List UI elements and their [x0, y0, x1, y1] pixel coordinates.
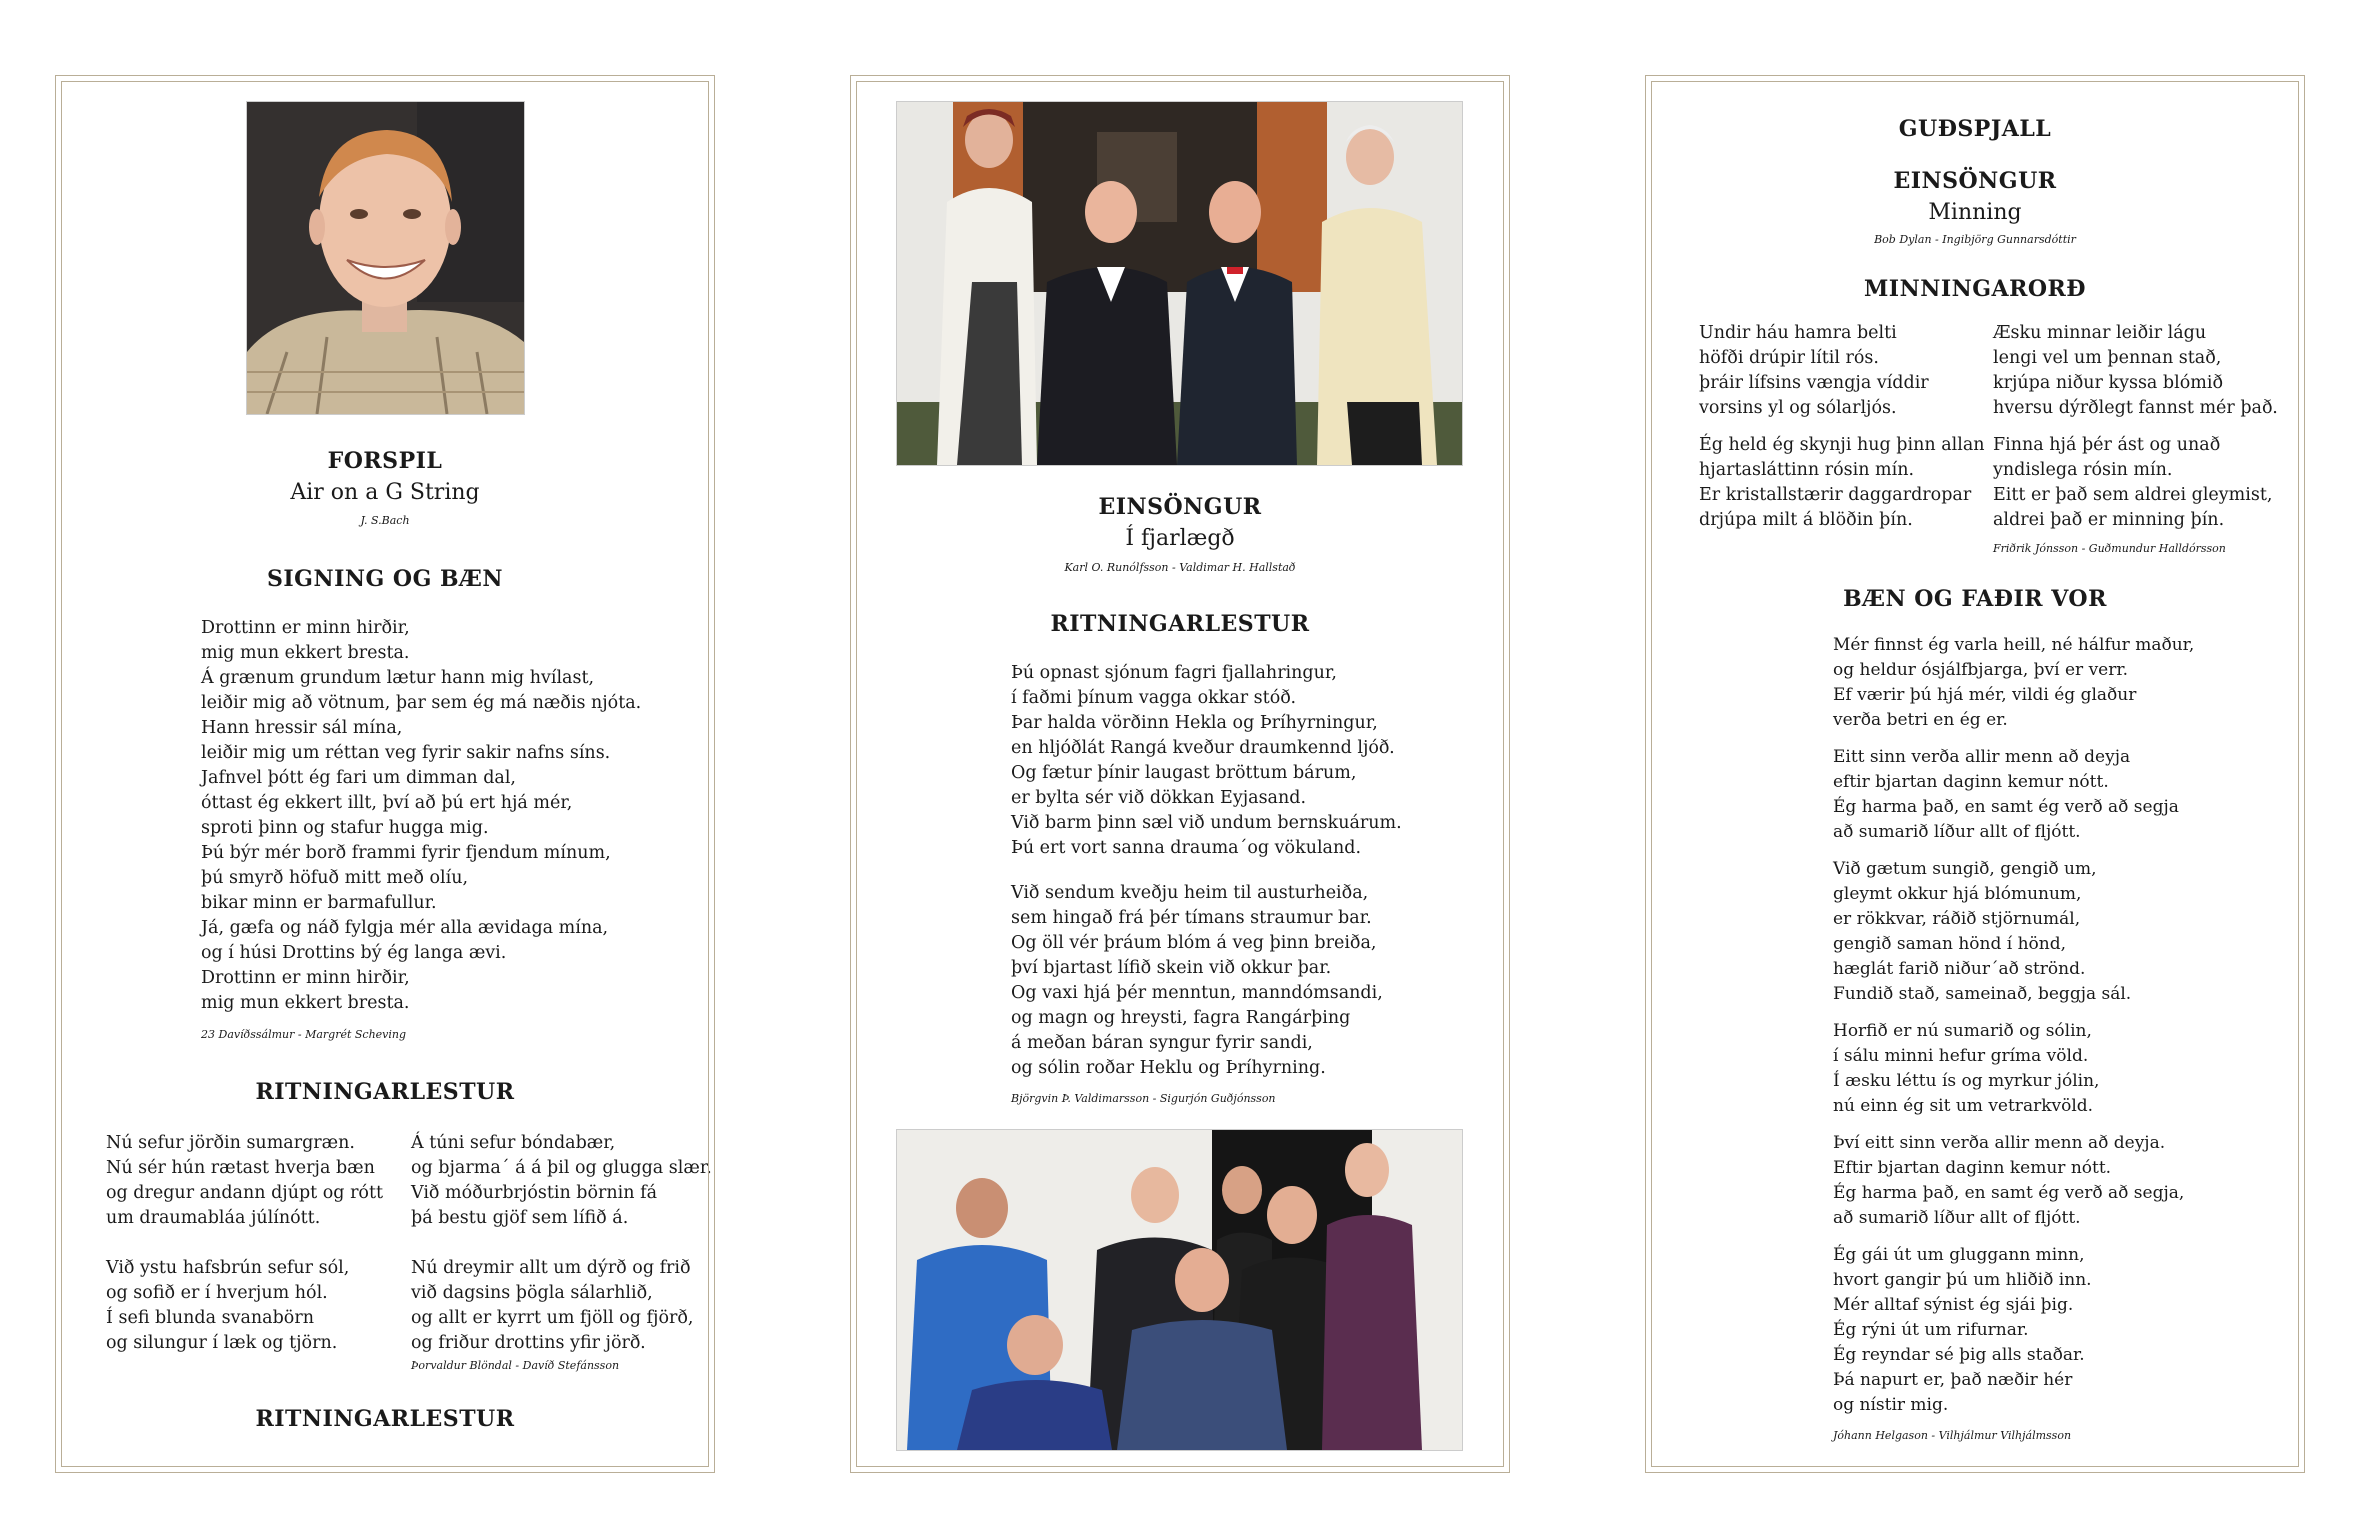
verse-line: Þú býr mér borð frammi fyrir fjendum mínum,	[201, 843, 611, 863]
ritning-heading: RITNINGARLESTUR	[1050, 611, 1310, 637]
verse-line: gleymt okkur hjá blómunum,	[1833, 884, 2082, 904]
baen-credit: Jóhann Helgason - Vilhjálmur Vilhjálmsson	[1833, 1429, 2072, 1442]
signing-verse	[201, 616, 641, 1016]
einsongur-title: Minning	[1928, 200, 2022, 225]
verse-line: nú einn ég sit um vetrarkvöld.	[1833, 1096, 2094, 1116]
verse-line: er bylta sér við dökkan Eyjasand.	[1011, 788, 1307, 808]
verse-line: Á túni sefur bóndabær,	[411, 1133, 616, 1153]
verse-line: Eitt er það sem aldrei gleymist,	[1993, 485, 2273, 505]
minningarord-col1	[1699, 321, 1985, 533]
ritning-credit: Björgvin Þ. Valdimarsson - Sigurjón Guðjónsson	[1011, 1092, 1276, 1105]
verse-line: Nú sér hún rætast hverja bæn	[106, 1158, 375, 1178]
verse-line: og sólin roðar Heklu og Þríhyrning.	[1011, 1058, 1326, 1078]
verse-line: og allt er kyrrt um fjöll og fjörð,	[411, 1308, 694, 1328]
ritning1-col1	[106, 1131, 383, 1356]
verse-line: sproti þinn og stafur hugga mig.	[201, 818, 489, 838]
einsongur-title: Í fjarlægð	[1125, 526, 1235, 551]
verse-line: Og öll vér þráum blóm á veg þinn breiða,	[1011, 933, 1377, 953]
verse-line: Já, gæfa og náð fylgja mér alla ævidaga mína,	[201, 918, 609, 938]
verse-line: sem hingað frá þér tímans straumur bar.	[1011, 908, 1372, 928]
verse-line: í faðmi þínum vagga okkar stóð.	[1011, 688, 1297, 708]
verse-line: Í sefi blunda svanabörn	[106, 1308, 314, 1328]
verse-line: Mér alltaf sýnist ég sjái þig.	[1833, 1295, 2074, 1315]
verse-line: Ég harma það, en samt ég verð að segja	[1833, 797, 2179, 817]
einsongur-credit: Bob Dylan - Ingibjörg Gunnarsdóttir	[1874, 233, 2076, 246]
verse-line: Ég held ég skynji hug þinn allan	[1699, 435, 1985, 455]
verse-line: Í æsku léttu ís og myrkur jólin,	[1833, 1071, 2100, 1091]
verse-line: Þú ert vort sanna drauma´og vökuland.	[1011, 838, 1362, 858]
verse-line: Nú dreymir allt um dýrð og frið	[411, 1258, 691, 1278]
verse-line: að sumarið líður allt of fljótt.	[1833, 1208, 2081, 1228]
verse-line: og heldur ósjálfbjarga, því er verr.	[1833, 660, 2129, 680]
verse-line: Ég gái út um gluggann minn,	[1833, 1245, 2085, 1265]
verse-line: þráir lífsins vængja víddir	[1699, 373, 1929, 393]
verse-line: bikar minn er barmafullur.	[201, 893, 437, 913]
verse-line: Við barm þinn sæl við undum bernskuárum.	[1011, 813, 1402, 833]
einsongur-heading: EINSÖNGUR	[1098, 494, 1262, 520]
verse-line: en hljóðlát Rangá kveður draumkennd ljóð.	[1011, 738, 1395, 758]
verse-line: því bjartast lífið skein við okkur þar.	[1011, 958, 1332, 978]
verse-line: Horfið er nú sumarið og sólin,	[1833, 1021, 2092, 1041]
verse-line: og nístir mig.	[1833, 1395, 1949, 1415]
right-panel	[1645, 75, 2305, 1473]
verse-line: hæglát farið niður´að strönd.	[1833, 959, 2086, 979]
verse-line: Við ystu hafsbrún sefur sól,	[106, 1258, 350, 1278]
verse-line: aldrei það er minning þín.	[1993, 510, 2225, 530]
verse-line: í sálu minni hefur gríma völd.	[1833, 1046, 2089, 1066]
verse-line: eftir bjartan daginn kemur nótt.	[1833, 772, 2109, 792]
verse-line: Og vaxi hjá þér menntun, manndómsandi,	[1011, 983, 1383, 1003]
forspil-credit: J. S.Bach	[360, 514, 410, 527]
verse-line: yndislega rósin mín.	[1993, 460, 2173, 480]
verse-line: Eftir bjartan daginn kemur nótt.	[1833, 1158, 2112, 1178]
verse-line: Þá napurt er, það næðir hér	[1833, 1370, 2073, 1390]
ritning1-col2	[411, 1131, 712, 1356]
verse-line: er rökkvar, ráðið stjörnumál,	[1833, 909, 2081, 929]
verse-line: óttast ég ekkert illt, því að þú ert hjá mér,	[201, 793, 573, 813]
einsongur-credit: Karl O. Runólfsson - Valdimar H. Hallstað	[1064, 561, 1296, 574]
left-panel	[55, 75, 715, 1473]
verse-line: Ef værir þú hjá mér, vildi ég glaður	[1833, 685, 2137, 705]
verse-line: og dregur andann djúpt og rótt	[106, 1183, 384, 1203]
forspil-heading: FORSPIL	[327, 448, 443, 474]
verse-line: Æsku minnar leiðir lágu	[1993, 323, 2207, 343]
verse-line: Ég rýni út um rifurnar.	[1833, 1320, 2029, 1340]
verse-line: þú smyrð höfuð mitt með olíu,	[201, 868, 469, 888]
family-photo	[896, 1129, 1463, 1451]
verse-line: hjartasláttinn rósin mín.	[1699, 460, 1915, 480]
verse-line: Þú opnast sjónum fagri fjallahringur,	[1011, 663, 1337, 683]
verse-line: og bjarma´ á á þil og glugga slær.	[411, 1158, 712, 1178]
verse-line: Þar halda vörðinn Hekla og Þríhyrningur,	[1011, 713, 1378, 733]
verse-line: drjúpa milt á blöðin þín.	[1699, 510, 1913, 530]
baen-verse	[1833, 633, 2194, 1418]
signing-heading: SIGNING OG BÆN	[267, 566, 503, 592]
verse-line: Og fætur þínir laugast bröttum bárum,	[1011, 763, 1357, 783]
verse-line: að sumarið líður allt of fljótt.	[1833, 822, 2081, 842]
verse-line: hversu dýrðlegt fannst mér það.	[1993, 398, 2278, 418]
ritning1-heading: RITNINGARLESTUR	[255, 1079, 515, 1105]
gudspjall-heading: GUÐSPJALL	[1898, 116, 2052, 142]
verse-line: þá bestu gjöf sem lífið á.	[411, 1208, 629, 1228]
middle-panel	[850, 75, 1510, 1473]
baen-heading: BÆN OG FAÐIR VOR	[1843, 586, 2107, 612]
verse-line: vorsins yl og sólarljós.	[1699, 398, 1897, 418]
verse-line: á meðan báran syngur fyrir sandi,	[1011, 1033, 1313, 1053]
verse-line: verða betri en ég er.	[1833, 710, 2008, 730]
verse-line: mig mun ekkert bresta.	[201, 993, 410, 1013]
verse-line: Því eitt sinn verða allir menn að deyja.	[1833, 1133, 2166, 1153]
minningarord-credit: Friðrik Jónsson - Guðmundur Halldórsson	[1993, 542, 2226, 555]
minningarord-heading: MINNINGARORÐ	[1863, 276, 2087, 302]
verse-line: og magn og hreysti, fagra Rangárþing	[1011, 1008, 1351, 1028]
verse-line: Hann hressir sál mína,	[201, 718, 403, 738]
verse-line: og sofið er í hverjum hól.	[106, 1283, 328, 1303]
verse-line: við dagsins þögla sálarhlið,	[411, 1283, 653, 1303]
verse-line: Undir háu hamra belti	[1699, 323, 1897, 343]
verse-line: mig mun ekkert bresta.	[201, 643, 410, 663]
verse-line: um draumabláa júlínótt.	[106, 1208, 321, 1228]
verse-line: Mér finnst ég varla heill, né hálfur maður,	[1833, 635, 2195, 655]
signing-credit: 23 Davíðssálmur - Margrét Scheving	[201, 1028, 407, 1041]
verse-line: krjúpa niður kyssa blómið	[1993, 373, 2223, 393]
verse-line: gengið saman hönd í hönd,	[1833, 934, 2066, 954]
verse-line: Drottinn er minn hirðir,	[201, 968, 410, 988]
verse-line: Eitt sinn verða allir menn að deyja	[1833, 747, 2131, 767]
verse-line: Við sendum kveðju heim til austurheiða,	[1011, 883, 1369, 903]
verse-line: Fundið stað, sameinað, beggja sál.	[1833, 984, 2132, 1004]
verse-line: Á grænum grundum lætur hann mig hvílast,	[201, 668, 595, 688]
verse-line: Ég harma það, en samt ég verð að segja,	[1833, 1183, 2185, 1203]
ritning2-heading: RITNINGARLESTUR	[255, 1406, 515, 1432]
verse-line: Jafnvel þótt ég fari um dimman dal,	[201, 768, 516, 788]
verse-line: hvort gangir þú um hliðið inn.	[1833, 1270, 2092, 1290]
verse-line: Við móðurbrjóstin börnin fá	[411, 1183, 658, 1203]
church-group-photo	[896, 101, 1463, 466]
verse-line: Nú sefur jörðin sumargræn.	[106, 1133, 355, 1153]
ritning1-credit: Þorvaldur Blöndal - Davíð Stefánsson	[411, 1359, 620, 1372]
verse-line: Ég reyndar sé þig alls staðar.	[1833, 1345, 2085, 1365]
forspil-title: Air on a G String	[290, 480, 480, 505]
portrait-photo	[246, 101, 525, 415]
verse-line: Er kristallstærir daggardropar	[1699, 485, 1972, 505]
verse-line: og í húsi Drottins bý ég langa ævi.	[201, 943, 507, 963]
verse-line: Drottinn er minn hirðir,	[201, 618, 410, 638]
verse-line: leiðir mig að vötnum, þar sem ég má næðis njóta.	[201, 693, 642, 713]
verse-line: lengi vel um þennan stað,	[1993, 348, 2222, 368]
minningarord-col2	[1993, 321, 2278, 533]
einsongur-heading: EINSÖNGUR	[1893, 168, 2057, 194]
verse-line: og silungur í læk og tjörn.	[106, 1333, 338, 1353]
verse-line: Við gætum sungið, gengið um,	[1833, 859, 2097, 879]
verse-line: leiðir mig um réttan veg fyrir sakir nafns síns.	[201, 743, 611, 763]
verse-line: höfði drúpir lítil rós.	[1699, 348, 1879, 368]
verse-line: Finna hjá þér ást og unað	[1993, 435, 2221, 455]
verse-line: og friður drottins yfir jörð.	[411, 1333, 646, 1353]
ritning-verse	[1011, 661, 1402, 1081]
